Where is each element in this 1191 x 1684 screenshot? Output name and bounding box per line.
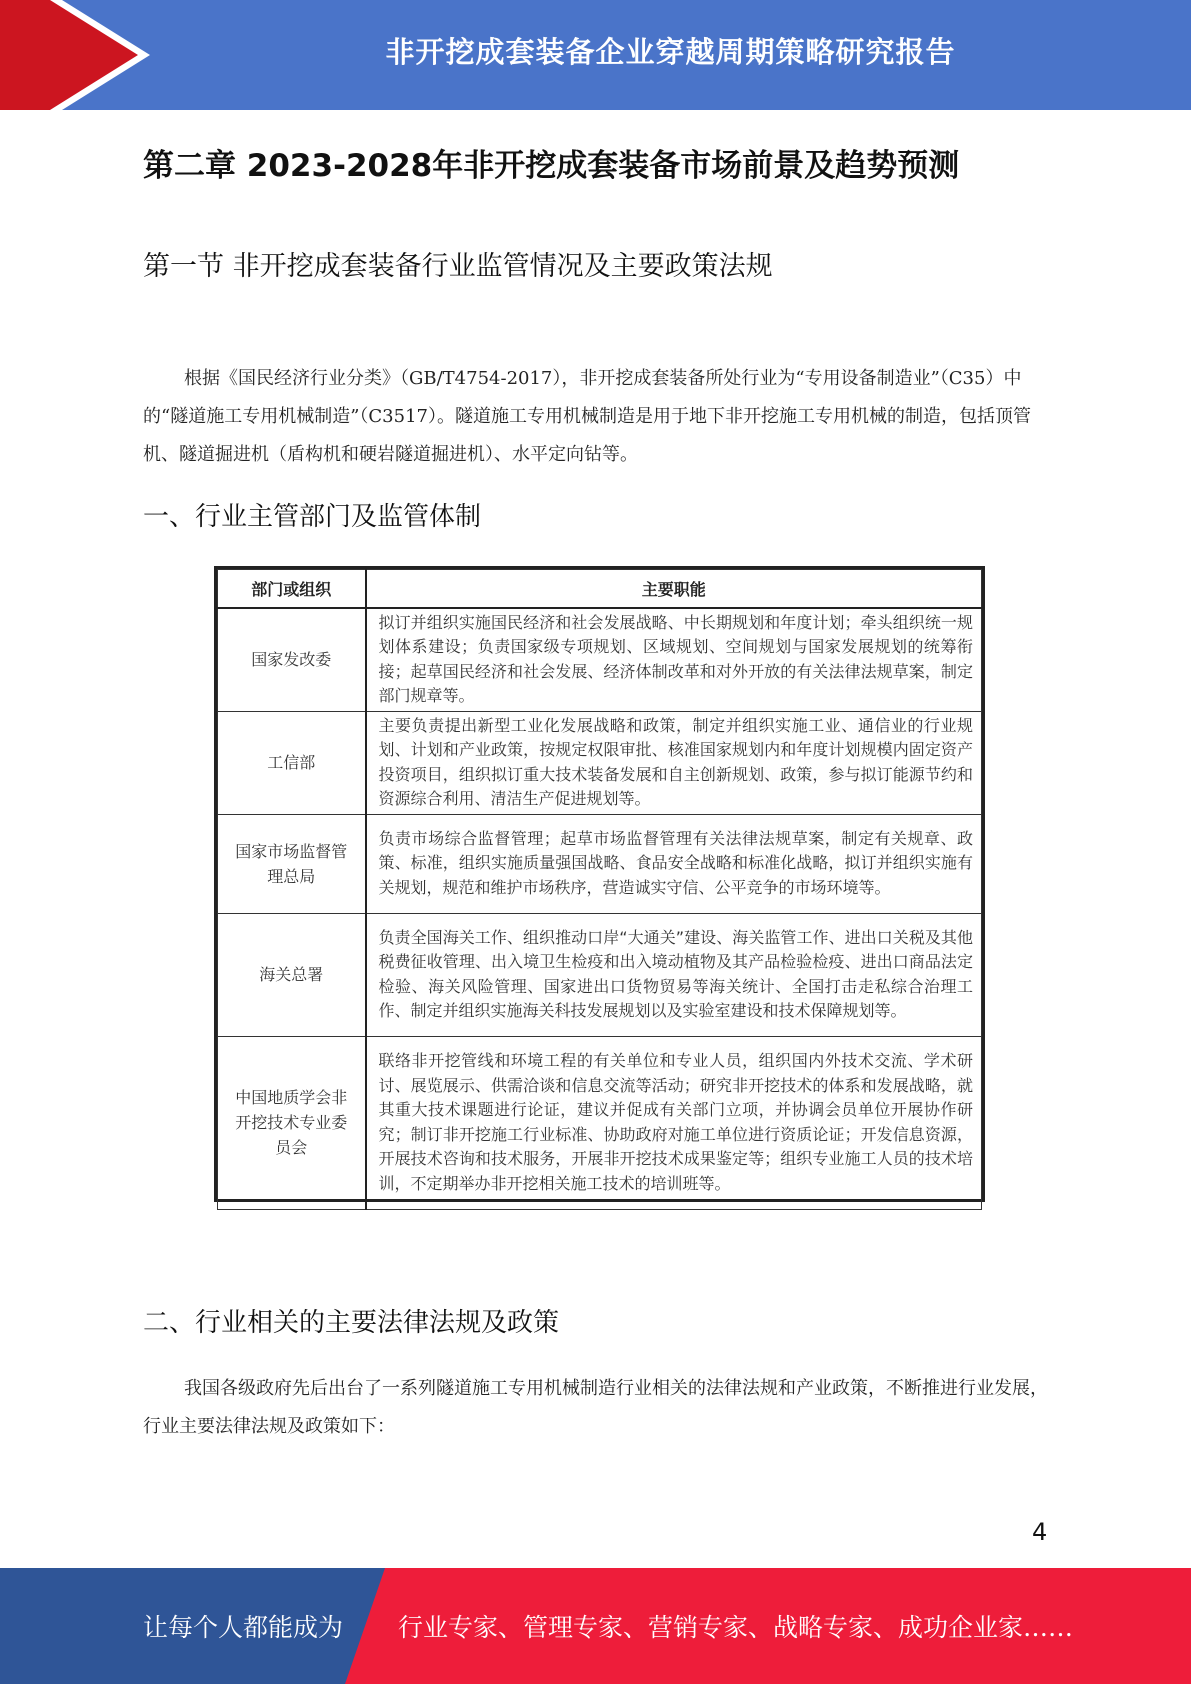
table-header-row xyxy=(218,570,982,608)
column-header-duty: 主要职能 xyxy=(366,570,982,608)
chapter-title: 第二章 2023-2028年非开挖成套装备市场前景及趋势预测 xyxy=(143,148,960,184)
table-row xyxy=(218,608,982,712)
duty-cell: 拟订并组织实施国民经济和社会发展战略、中长期规划和年度计划；牵头组织统一规划体系建设；负责国家级专项规划、区域规划、空间规划与国家发展规划的统筹衔接；起草国民经济和社会发展、经济体制改革和对外开放的有关法律法规草案，制定部门规章等。 xyxy=(366,608,982,712)
intro-paragraph: 根据《国民经济行业分类》（GB/T4754-2017），非开挖成套装备所处行业为“专用设备制造业”（C35）中的“隧道施工专用机械制造”（C3517）。隧道施工专用机械制造是用于地下非开挖施工专用机械的制造，包括顶管机、隧道掘进机（盾构机和硬岩隧道掘进机）、水平定向钻等。 xyxy=(143,368,1031,465)
closing-paragraph: 我国各级政府先后出台了一系列隧道施工专用机械制造行业相关的法律法规和产业政策，不断推进行业发展，行业主要法律法规及政策如下： xyxy=(143,1378,1048,1437)
header-red-chevron xyxy=(0,0,160,110)
dept-cell: 海关总署 xyxy=(218,913,366,1036)
footer-banner xyxy=(0,1568,1191,1684)
duty-cell: 负责市场综合监督管理；起草市场监督管理有关法律法规草案，制定有关规章、政策、标准，组织实施质量强国战略、食品安全战略和标准化战略，拟订并组织实施有关规划，规范和维护市场秩序，营造诚实守信、公平竞争的市场环境等。 xyxy=(366,814,982,913)
header-banner xyxy=(0,0,1191,110)
subsection-title-2: 二、行业相关的主要法律法规及政策 xyxy=(143,1308,560,1338)
subsection-title-1: 一、行业主管部门及监管体制 xyxy=(143,502,482,532)
table-row xyxy=(218,814,982,913)
footer-slogan-right: 行业专家、管理专家、营销专家、战略专家、成功企业家…… xyxy=(398,1613,1074,1642)
table-row xyxy=(218,913,982,1036)
dept-cell: 中国地质学会非开挖技术专业委员会 xyxy=(218,1036,366,1209)
dept-cell: 国家市场监督管理总局 xyxy=(218,814,366,913)
regulator-table xyxy=(214,566,985,1202)
dept-cell: 工信部 xyxy=(218,711,366,814)
report-title: 非开挖成套装备企业穿越周期策略研究报告 xyxy=(385,34,956,69)
column-header-dept: 部门或组织 xyxy=(218,570,366,608)
section-title: 第一节 非开挖成套装备行业监管情况及主要政策法规 xyxy=(143,251,773,282)
duty-cell: 主要负责提出新型工业化发展战略和政策，制定并组织实施工业、通信业的行业规划、计划和产业政策，按规定权限审批、核准国家规划内和年度计划规模内固定资产投资项目，组织拟订重大技术装备发展和自主创新规划、政策，参与拟订能源节约和资源综合利用、清洁生产促进规划等。 xyxy=(366,711,982,814)
table-row xyxy=(218,1036,982,1209)
table-row xyxy=(218,711,982,814)
duty-cell: 联络非开挖管线和环境工程的有关单位和专业人员，组织国内外技术交流、学术研讨、展览展示、供需洽谈和信息交流等活动；研究非开挖技术的体系和发展战略，就其重大技术课题进行论证，建议并促成有关部门立项，并协调会员单位开展协作研究；制订非开挖施工行业标准、协助政府对施工单位进行资质论证；开发信息资源，开展技术咨询和技术服务，开展非开挖技术成果鉴定等；组织专业施工人员的技术培训，不定期举办非开挖相关施工技术的培训班等。 xyxy=(366,1036,982,1209)
footer-slogan-left: 让每个人都能成为 xyxy=(143,1613,344,1642)
duty-cell: 负责全国海关工作、组织推动口岸“大通关”建设、海关监管工作、进出口关税及其他税费征收管理、出入境卫生检疫和出入境动植物及其产品检验检疫、进出口商品法定检验、海关风险管理、国家进出口货物贸易等海关统计、全国打击走私综合治理工作、制定并组织实施海关科技发展规划以及实验室建设和技术保障规划等。 xyxy=(366,913,982,1036)
page-number: 4 xyxy=(1032,1518,1048,1546)
dept-cell: 国家发改委 xyxy=(218,608,366,712)
